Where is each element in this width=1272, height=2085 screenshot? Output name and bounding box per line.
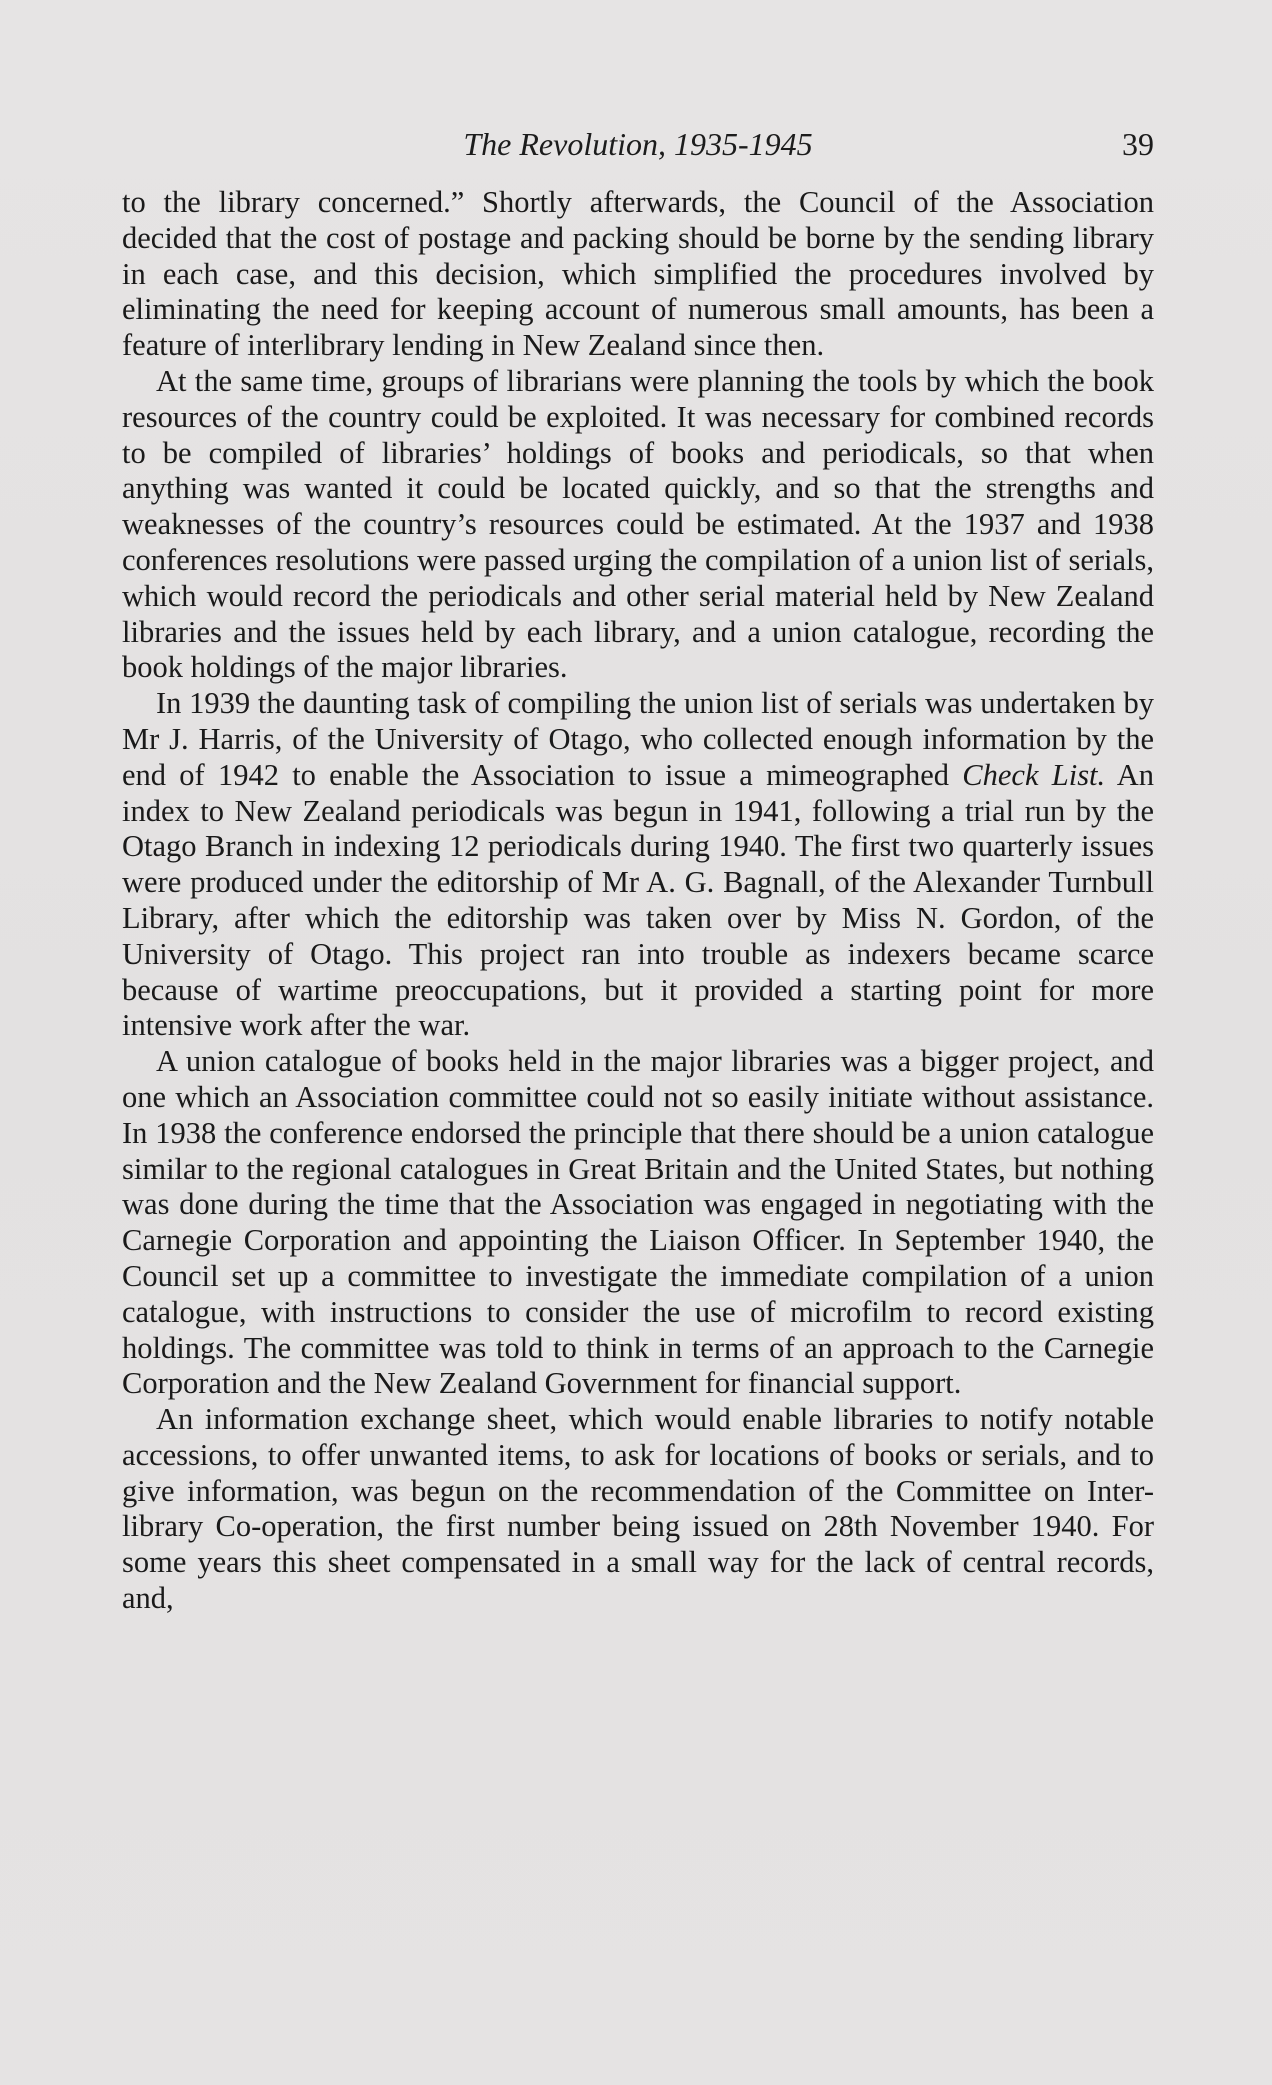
paragraph-union-list-text-after: An index to New Zealand periodicals was begun in 1941, following a trial run by the Otago Branch in indexing 12 periodicals during 1940. The first two quarterly issues were produced under the editorship of Mr A. G. Bagnall, of the Alexander Turnbull Library, after which the editorship was taken over by Miss N. Gordon, of the University of Otago. This project ran into trouble as indexers became scarce because of wartime preoccupations, but it provided a starting point for more intensive work after the war. xyxy=(122,757,1154,1043)
running-title: The Revolution, 1935-1945 xyxy=(463,126,813,162)
paragraph-book-resources: At the same time, groups of librarians were planning the tools by which the book resources of the country could be exploited. It was necessary for combined records to be compiled of libraries’ holdings of books and periodicals, so that when anything was wanted it could be located quickly, and so that the strengths and weaknesses of the country’s resources could be estimated. At the 1937 and 1938 conferences resolutions were passed urging the compilation of a union list of serials, which would record the periodicals and other serial material held by New Zealand libraries and the issues held by each library, and a union catalogue, recording the book holdings of the major libraries. xyxy=(122,363,1154,685)
paragraph-union-list xyxy=(122,686,1154,1044)
running-head xyxy=(122,122,1154,166)
paragraph-continued: to the library concerned.” Shortly afterwards, the Council of the Association decided that the cost of postage and packing should be borne by the sending library in each case, and this decision, which simplified the procedures involved by eliminating the need for keeping account of numerous small amounts, has been a feature of interlibrary lending in New Zealand since then. xyxy=(122,185,1154,363)
paragraph-union-list-text-before: In 1939 the daunting task of compiling the union list of serials was undertaken by Mr J. Harris, of the University of Otago, who collected enough information by the end of 1942 to enable the Association to issue a mimeographed xyxy=(122,686,1154,792)
paragraph-union-catalogue: A union catalogue of books held in the major libraries was a bigger project, and one which an Association committee could not so easily initiate without assistance. In 1938 the conference endorsed the principle that there should be a union catalogue similar to the regional catalogues in Great Britain and the United States, but nothing was done during the time that the Association was engaged in negotiating with the Carnegie Corporation and appointing the Liaison Officer. In September 1940, the Council set up a committee to investigate the immediate compilation of a union catalogue, with instructions to consider the use of microfilm to record existing holdings. The committee was told to think in terms of an approach to the Carnegie Corporation and the New Zealand Government for financial support. xyxy=(122,1044,1154,1401)
paragraph-information-exchange: An information exchange sheet, which would enable libraries to notify notable accessions, to offer unwanted items, to ask for locations of books or serials, and to give information, was begun on the recommendation of the Committee on Inter-library Co-operation, the first number being issued on 28th November 1940. For some years this sheet compensated in a small way for the lack of central records, and, xyxy=(122,1402,1154,1616)
body-text xyxy=(122,185,1154,1617)
page-number: 39 xyxy=(1122,126,1154,162)
check-list-title: Check List. xyxy=(962,757,1106,792)
